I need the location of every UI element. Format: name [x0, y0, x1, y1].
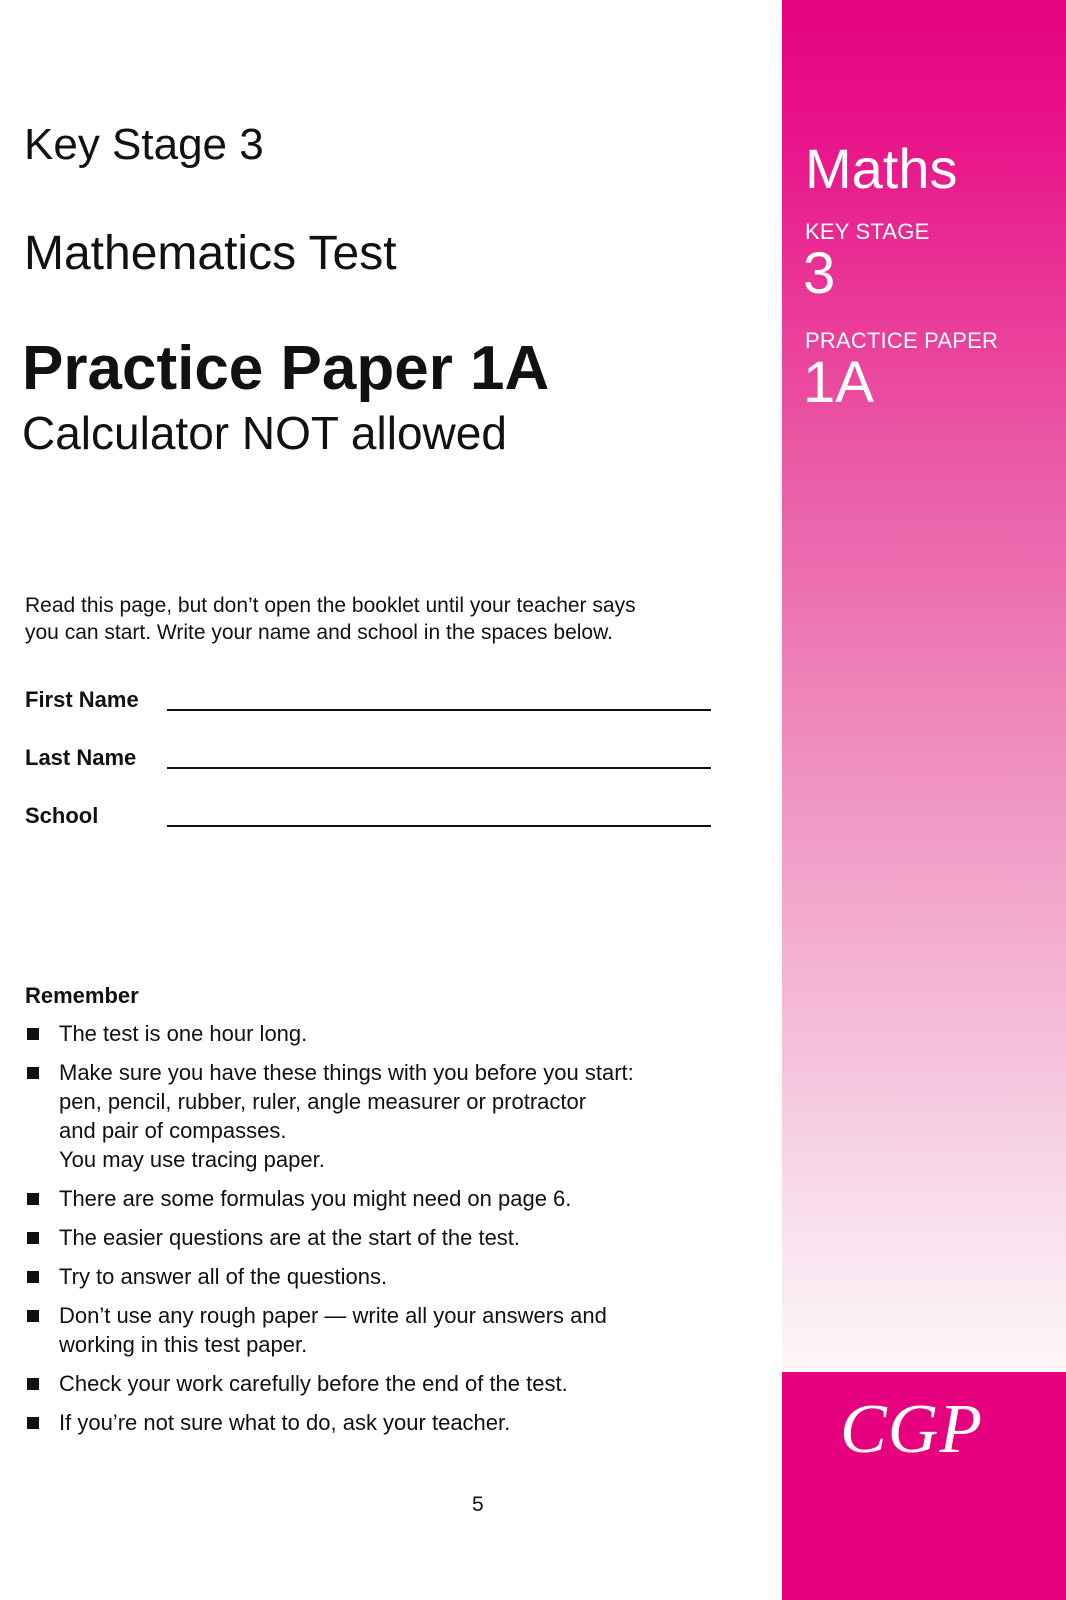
square-bullet-icon	[27, 1310, 39, 1322]
reminder-line: Try to answer all of the questions.	[59, 1264, 388, 1289]
square-bullet-icon	[27, 1028, 39, 1040]
reminder-item	[25, 1408, 745, 1437]
square-bullet-icon	[27, 1417, 39, 1429]
square-bullet-icon	[27, 1067, 39, 1079]
school-row	[25, 803, 711, 835]
square-bullet-icon	[27, 1271, 39, 1283]
reminder-line: pen, pencil, rubber, ruler, angle measurer or protractor	[59, 1089, 587, 1114]
key-stage-label: KEY STAGE	[805, 219, 930, 244]
subject-label: Maths	[805, 137, 958, 200]
reminder-item	[25, 1019, 745, 1048]
reminder-item	[25, 1369, 745, 1398]
reminder-line: You may use tracing paper.	[59, 1147, 325, 1172]
reminder-item	[25, 1058, 745, 1174]
side-panel-gradient	[782, 0, 1066, 1372]
key-stage-title: Key Stage 3	[24, 120, 264, 169]
square-bullet-icon	[27, 1378, 39, 1390]
first-name-label: First Name	[25, 687, 139, 712]
reminder-item	[25, 1223, 745, 1252]
square-bullet-icon	[27, 1232, 39, 1244]
reminder-line: The easier questions are at the start of the test.	[59, 1225, 521, 1250]
first-name-field[interactable]	[167, 709, 711, 711]
first-name-row	[25, 687, 711, 719]
test-title: Mathematics Test	[24, 227, 397, 280]
reminder-line: working in this test paper.	[59, 1332, 308, 1357]
reminder-line: Check your work carefully before the end of the test.	[59, 1371, 568, 1396]
square-bullet-icon	[27, 1193, 39, 1205]
practice-paper-label: PRACTICE PAPER	[805, 328, 999, 353]
last-name-label: Last Name	[25, 745, 137, 770]
school-field[interactable]	[167, 825, 711, 827]
last-name-field[interactable]	[167, 767, 711, 769]
reminder-line: Don’t use any rough paper — write all your answers and	[59, 1303, 607, 1328]
reminder-line: Make sure you have these things with you before you start:	[59, 1060, 634, 1085]
remember-heading: Remember	[25, 983, 139, 1008]
last-name-row	[25, 745, 711, 777]
reminder-line: There are some formulas you might need on page 6.	[59, 1186, 572, 1211]
remember-list	[25, 1019, 745, 1447]
reminder-line: The test is one hour long.	[59, 1021, 308, 1046]
instructions-line: you can start. Write your name and school in the spaces below.	[25, 621, 613, 644]
reminder-item	[25, 1184, 745, 1213]
instructions-text	[25, 592, 725, 646]
school-label: School	[25, 803, 99, 828]
page-number: 5	[472, 1493, 484, 1516]
reminder-line: If you’re not sure what to do, ask your teacher.	[59, 1410, 511, 1435]
instructions-line: Read this page, but don’t open the booklet until your teacher says	[25, 594, 636, 617]
reminder-item	[25, 1262, 745, 1291]
reminder-item	[25, 1301, 745, 1359]
practice-paper-value: 1A	[803, 350, 874, 415]
calculator-note: Calculator NOT allowed	[22, 407, 507, 459]
reminder-line: and pair of compasses.	[59, 1118, 287, 1143]
key-stage-value: 3	[803, 241, 836, 306]
cgp-logo: CGP	[840, 1391, 983, 1468]
side-panel	[782, 0, 1066, 1600]
paper-title: Practice Paper 1A	[22, 334, 550, 403]
